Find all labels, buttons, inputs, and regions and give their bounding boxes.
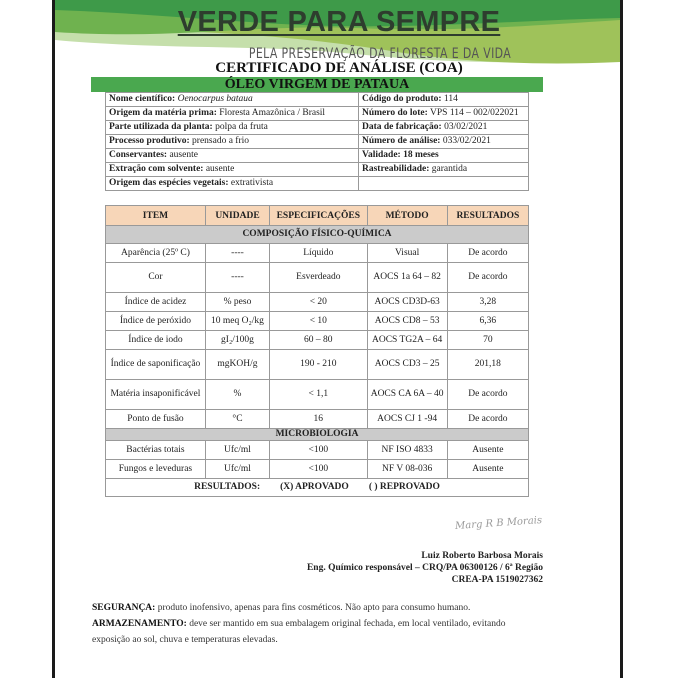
info-row: [106, 93, 529, 107]
cell-item: Aparência (25º C): [106, 244, 206, 263]
info-value: garantida: [431, 164, 468, 174]
cell-unit: 10 meq O₂/kg: [205, 312, 269, 331]
cell-unit: ----: [205, 263, 269, 293]
info-value: prensado a frio: [192, 136, 250, 146]
product-name-band: ÓLEO VIRGEM DE PATAUA: [91, 77, 543, 92]
cell-method: AOCS CD3D-63: [367, 293, 447, 312]
cell-specification: < 20: [270, 293, 367, 312]
info-label: Processo produtivo:: [109, 136, 190, 146]
signer-name: Luiz Roberto Barbosa Morais: [421, 551, 543, 561]
info-value: 114: [443, 94, 458, 104]
info-label: Conservantes:: [109, 150, 168, 160]
section-title: MICROBIOLOGIA: [106, 429, 529, 441]
result-rejected: ( ) REPROVADO: [368, 482, 440, 492]
cell-unit: %: [205, 380, 269, 410]
info-cell-right: [359, 177, 529, 191]
info-row: [106, 135, 529, 149]
table-row: [106, 410, 529, 429]
info-cell-right: [359, 93, 529, 107]
info-row: [106, 177, 529, 191]
info-label: Data de fabricação:: [362, 122, 442, 132]
info-cell-left: [106, 177, 359, 191]
cell-result: 70: [447, 331, 528, 350]
signer-crea: CREA-PA 1519027362: [451, 575, 543, 585]
page-border-left: [52, 0, 55, 678]
cell-item: Índice de acidez: [106, 293, 206, 312]
cell-result: Ausente: [447, 441, 528, 460]
table-row: [106, 263, 529, 293]
storage-text: deve ser mantido em sua embalagem original fechada, em local ventilado, evitando exposição ao sol, chuva e temperaturas elevadas.: [92, 619, 506, 645]
signer-block: [307, 550, 543, 586]
info-value: 03/02/2021: [444, 122, 488, 132]
cell-specification: < 10: [270, 312, 367, 331]
info-value: ausente: [205, 164, 235, 174]
column-header-results: RESULTADOS: [447, 206, 528, 226]
info-cell-right: [359, 135, 529, 149]
cell-unit: % peso: [205, 293, 269, 312]
info-value: 033/02/2021: [442, 136, 491, 146]
info-row: [106, 107, 529, 121]
info-label: Validade: 18 meses: [362, 150, 439, 160]
info-label: Origem da matéria prima:: [109, 108, 217, 118]
result-label: RESULTADOS:: [194, 482, 261, 492]
info-value: Oenocarpus bataua: [177, 94, 253, 104]
security-label: SEGURANÇA:: [92, 603, 156, 613]
cell-method: AOCS TG2A – 64: [367, 331, 447, 350]
info-row: [106, 163, 529, 177]
cell-method: AOCS CJ 1 -94: [367, 410, 447, 429]
security-text: produto inofensivo, apenas para fins cosméticos. Não apto para consumo humano.: [155, 603, 471, 613]
info-label: Origem das espécies vegetais:: [109, 178, 229, 188]
info-value: VPS 114 – 002/022021: [430, 108, 519, 118]
info-cell-left: [106, 93, 359, 107]
info-value: extrativista: [230, 178, 274, 188]
cell-specification: Esverdeado: [270, 263, 367, 293]
cell-result: Ausente: [447, 460, 528, 479]
info-row: [106, 149, 529, 163]
cell-result: 201,18: [447, 350, 528, 380]
info-label: Nome científico:: [109, 94, 176, 104]
info-value: ausente: [169, 150, 198, 160]
security-note: [92, 600, 532, 616]
column-header-unit: UNIDADE: [205, 206, 269, 226]
cell-result: 6,36: [447, 312, 528, 331]
cell-item: Cor: [106, 263, 206, 293]
result-approved: (X) APROVADO: [280, 482, 349, 492]
table-row: [106, 441, 529, 460]
cell-item: Índice de saponificação: [106, 350, 206, 380]
info-value: polpa da fruta: [215, 122, 268, 132]
cell-item: Ponto de fusão: [106, 410, 206, 429]
info-label: Código do produto:: [362, 94, 442, 104]
section-row: [106, 429, 529, 441]
info-cell-left: [106, 149, 359, 163]
info-label: Número de análise:: [362, 136, 441, 146]
table-row: [106, 293, 529, 312]
brand-slogan: PELA PRESERVAÇÃO DA FLORESTA E DA VIDA: [248, 46, 512, 62]
info-cell-left: [106, 107, 359, 121]
cell-method: NF V 08-036: [367, 460, 447, 479]
cell-result: De acordo: [447, 263, 528, 293]
cell-item: Índice de peróxido: [106, 312, 206, 331]
signer-role: Eng. Químico responsável – CRQ/PA 06300126 / 6ª Região: [306, 563, 543, 573]
cell-specification: 60 – 80: [270, 331, 367, 350]
cell-item: Fungos e leveduras: [106, 460, 206, 479]
info-label: Número do lote:: [362, 108, 428, 118]
cell-specification: Líquido: [270, 244, 367, 263]
cell-method: Visual: [367, 244, 447, 263]
result-cell: [106, 479, 529, 497]
certificate-title: CERTIFICADO DE ANÁLISE (COA): [215, 60, 463, 76]
info-cell-right: [359, 107, 529, 121]
analysis-header-row: [106, 206, 529, 226]
cell-item: Bactérias totais: [106, 441, 206, 460]
cell-specification: <100: [270, 460, 367, 479]
cell-specification: 16: [270, 410, 367, 429]
cell-result: De acordo: [447, 380, 528, 410]
cell-result: De acordo: [447, 244, 528, 263]
analysis-table: [105, 205, 529, 497]
storage-note: [92, 616, 532, 648]
column-header-method: MÉTODO: [367, 206, 447, 226]
table-row: [106, 380, 529, 410]
info-label: Extração com solvente:: [109, 164, 204, 174]
cell-unit: Ufc/ml: [205, 441, 269, 460]
product-info-table: [105, 92, 529, 191]
cell-specification: <100: [270, 441, 367, 460]
info-row: [106, 121, 529, 135]
info-cell-left: [106, 121, 359, 135]
cell-specification: 190 - 210: [270, 350, 367, 380]
cell-method: AOCS CA 6A – 40: [367, 380, 447, 410]
cell-item: Índice de iodo: [106, 331, 206, 350]
brand-title: VERDE PARA SEMPRE: [177, 6, 501, 38]
section-row: [106, 226, 529, 244]
cell-unit: °C: [205, 410, 269, 429]
cell-unit: Ufc/ml: [205, 460, 269, 479]
result-row: [106, 479, 529, 497]
column-header-specifications: ESPECIFICAÇÕES: [270, 206, 367, 226]
cell-method: AOCS CD8 – 53: [367, 312, 447, 331]
table-row: [106, 331, 529, 350]
info-cell-right: [359, 121, 529, 135]
info-cell-right: [359, 149, 529, 163]
info-cell-left: [106, 135, 359, 149]
table-row: [106, 460, 529, 479]
info-cell-right: [359, 163, 529, 177]
cell-unit: ----: [205, 244, 269, 263]
section-title: COMPOSIÇÃO FÍSICO-QUÍMICA: [106, 226, 529, 244]
notes: [92, 600, 532, 648]
page-border-right: [620, 0, 623, 678]
table-row: [106, 350, 529, 380]
cell-unit: gI₂/100g: [205, 331, 269, 350]
table-row: [106, 312, 529, 331]
cell-method: AOCS 1a 64 – 82: [367, 263, 447, 293]
info-cell-left: [106, 163, 359, 177]
column-header-item: ITEM: [106, 206, 206, 226]
info-label: Parte utilizada da planta:: [109, 122, 213, 132]
info-label: Rastreabilidade:: [362, 164, 430, 174]
cell-result: 3,28: [447, 293, 528, 312]
table-row: [106, 244, 529, 263]
engineer-signature: Marg R B Morais: [454, 514, 543, 533]
cell-method: NF ISO 4833: [367, 441, 447, 460]
cell-result: De acordo: [447, 410, 528, 429]
storage-label: ARMAZENAMENTO:: [92, 619, 187, 629]
cell-item: Matéria insaponificável: [106, 380, 206, 410]
info-value: Floresta Amazônica / Brasil: [219, 108, 326, 118]
cell-unit: mgKOH/g: [205, 350, 269, 380]
cell-method: AOCS CD3 – 25: [367, 350, 447, 380]
cell-specification: < 1,1: [270, 380, 367, 410]
